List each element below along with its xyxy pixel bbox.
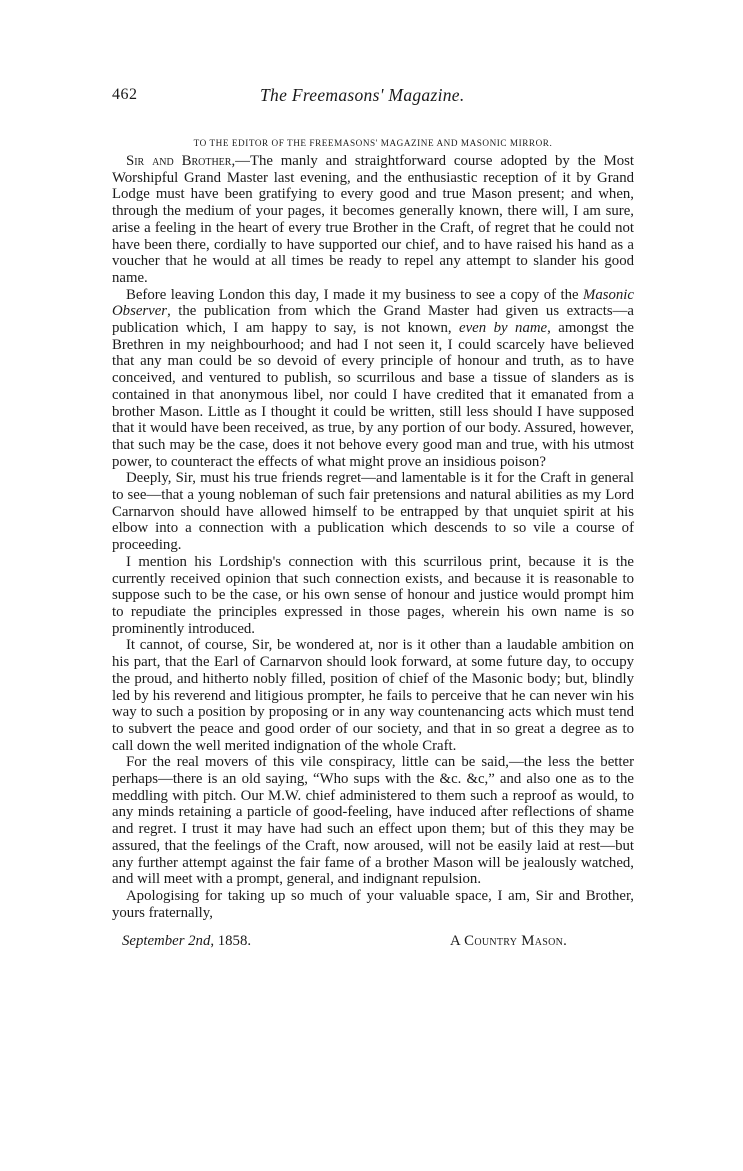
letter-date-year: , 1858. bbox=[210, 933, 252, 950]
paragraph-6: For the real movers of this vile conspiracy, little can be said,—the less the better perhaps—there is an old saying, “Who sups with the &c. &c,” and also one as to the meddling with pitch. Our M.W. chief administered to them such a reproof as would, to any minds retaining a particle of good-feeling, have induced after reflections of shame and regret. I trust it may have had such an effect upon them; but of this they may be assured, that the feelings of the Craft, now aroused, will not be easily laid at rest—but any further attempt against the fair fame of a brother Mason will be jealously watched, and will meet with a prompt, general, and indignant repulsion. bbox=[112, 754, 634, 888]
masonic-observer-title: Masonic Observer bbox=[112, 286, 634, 320]
paragraph-1 bbox=[112, 153, 634, 287]
letter-body bbox=[112, 153, 634, 921]
paragraph-4: I mention his Lordship's connection with this scurrilous print, because it is the currently received opinion that such connection exists, and because it is reasonable to suppose such to be the case, or his own sense of honour and justice would prompt him to repudiate the principles expressed in those pages, wherein his own name is so prominently introduced. bbox=[112, 553, 634, 637]
signoff bbox=[112, 933, 634, 953]
paragraph-2-part-e: , amongst the Brethren in my neighbourhood; and had I not seen it, I could scarcely have believed that any man could be so devoid of every principle of honour and truth, as to have conceived, and ventured to publish, so scurrilous and base a tissue of slanders as is contained in that anonymous libel, nor could I have credited that it emanated from a brother Mason. Little as I thought it could be written, still less should I have supposed that it would have been received, as true, by any portion of our body. Assured, however, that such may be the case, does it not behove every good man and true, with his utmost power, to counteract the effects of what might prove an insidious poison? bbox=[112, 320, 634, 470]
journal-title: The Freemasons' Magazine. bbox=[260, 85, 465, 105]
paragraph-2 bbox=[112, 287, 634, 471]
signature: A Country Mason. bbox=[450, 933, 568, 950]
page-number: 462 bbox=[112, 86, 138, 103]
paragraph-3: Deeply, Sir, must his true friends regret—and lamentable is it for the Craft in general to see—that a young nobleman of such fair pretensions and natural abilities as my Lord Carnarvon should have allowed himself to be entrapped by that unquiet spirit at his elbow into a connection with a publication which descends to so vile a course of proceeding. bbox=[112, 470, 634, 554]
page bbox=[112, 86, 634, 953]
paragraph-7: Apologising for taking up so much of your valuable space, I am, Sir and Brother, yours fraternally, bbox=[112, 887, 634, 921]
paragraph-2-part-a: Before leaving London this day, I made it my business to see a copy of the bbox=[126, 286, 584, 303]
paragraph-2-part-c: , the publication from which the Grand Master had given us extracts—a publication which, I am happy to say, is not known, bbox=[112, 303, 634, 337]
even-by-name-emphasis: even by name bbox=[459, 320, 548, 337]
letter-date bbox=[122, 933, 251, 950]
letter-address: TO THE EDITOR OF THE FREEMASONS' MAGAZINE AND MASONIC MIRROR. bbox=[193, 138, 553, 148]
letter-date-month: September 2nd bbox=[122, 933, 211, 950]
running-head bbox=[112, 86, 634, 114]
paragraph-1-text: —The manly and straightforward course adopted by the Most Worshipful Grand Master last evening, and the enthusiastic reception of it by Grand Lodge must have been gratifying to every good and true Mason present; and when, through the medium of your pages, it becomes generally known, there will, I am sure, arise a feeling in the heart of every true Brother in the Craft, of regret that he could not have been there, cordially to have supported our chief, and to have raised his hand as a voucher that he would at all times be ready to repel any attempt to slander his good name. bbox=[112, 153, 634, 286]
paragraph-5: It cannot, of course, Sir, be wondered at, nor is it other than a laudable ambition on his part, that the Earl of Carnarvon should look forward, at some future day, to occupy the proud, and hitherto nobly filled, position of chief of the Masonic body; but, blindly led by his reverend and litigious prompter, he fails to perceive that he can never win his way to such a position by proposing or in any way countenancing acts which must tend to subvert the peace and good order of our society, and that in so great a degree as to call down the well merited indignation of the whole Craft. bbox=[112, 637, 634, 754]
salutation: Sir and Brother, bbox=[126, 153, 236, 169]
